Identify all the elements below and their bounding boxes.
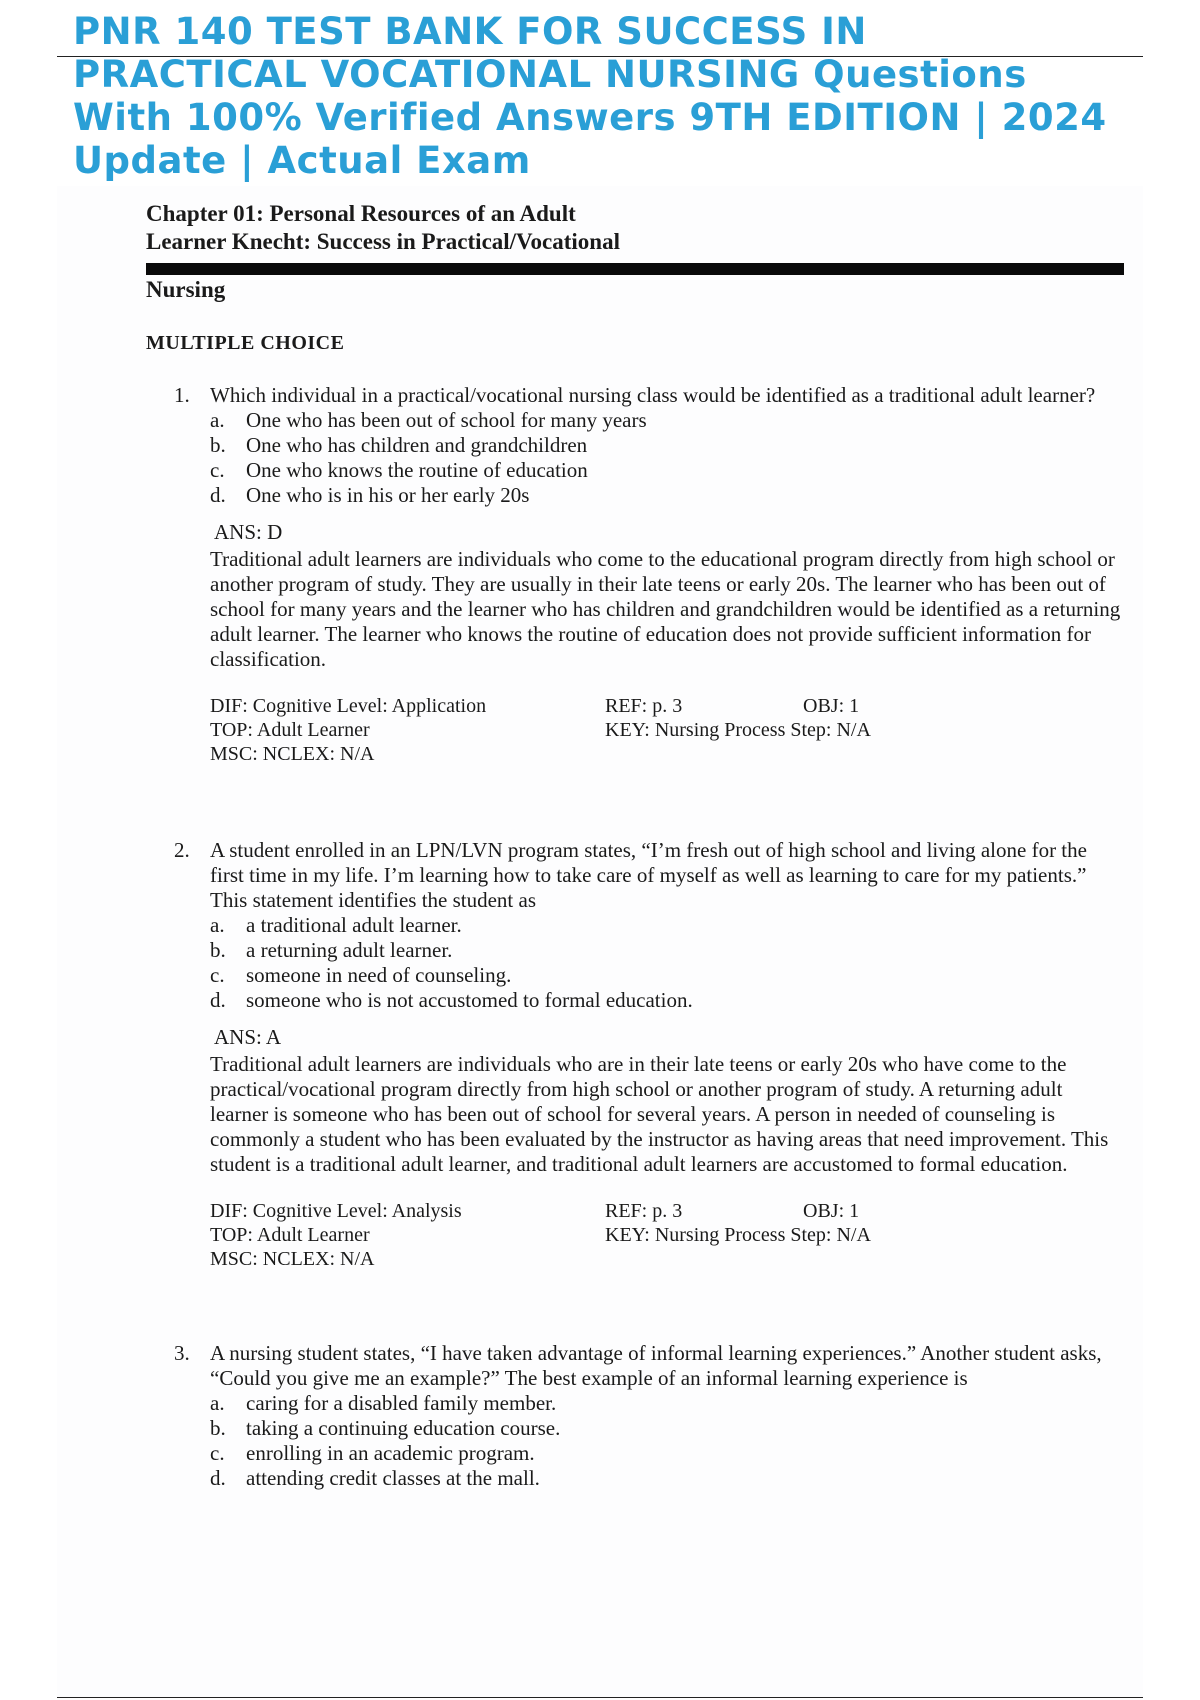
answer-option bbox=[210, 938, 1124, 963]
title-line: With 100% Verified Answers 9TH EDITION | 2024 bbox=[73, 96, 1107, 139]
question-1 bbox=[174, 383, 1124, 766]
question-metadata bbox=[210, 1199, 1124, 1271]
answer-option bbox=[210, 483, 1124, 508]
answer-option bbox=[210, 408, 1124, 433]
question-stem: A nursing student states, “I have taken advantage of informal learning experiences.” Another student asks, “Could you give me an example?” The best example of an informal learning experience is bbox=[210, 1341, 1102, 1390]
title-line: Update | Actual Exam bbox=[73, 139, 531, 182]
answer-block bbox=[210, 1025, 1124, 1177]
option-text: a traditional adult learner. bbox=[246, 913, 462, 937]
rationale: Traditional adult learners are individuals who come to the educational program directly from high school or another program of study. They are usually in their late teens or early 20s. The learner who has been out of school for many years and the learner who has children and grandchildren would be identified as a returning adult learner. The learner who knows the routine of education does not provide sufficient information for classification. bbox=[210, 547, 1121, 671]
answer-option bbox=[210, 433, 1124, 458]
question-metadata bbox=[210, 694, 1124, 766]
meta-ref: REF: p. 3 bbox=[605, 695, 683, 717]
rationale: Traditional adult learners are individuals who are in their late teens or early 20s who have come to the practical/vocational program directly from high school or another program of study. A returning adult learner is someone who has been out of school for several years. A person in needed of counseling is commonly a student who has been evaluated by the instructor as having areas that need improvement. This student is a traditional adult learner, and traditional adult learners are accustomed to formal education. bbox=[210, 1052, 1109, 1176]
chapter-heading bbox=[146, 200, 1146, 256]
question-number: 3. bbox=[174, 1341, 190, 1365]
meta-msc: MSC: NCLEX: N/A bbox=[210, 743, 375, 765]
option-letter: a. bbox=[210, 1391, 225, 1415]
meta-top: TOP: Adult Learner bbox=[210, 1224, 370, 1246]
meta-obj: OBJ: 1 bbox=[803, 1200, 860, 1222]
option-letter: d. bbox=[210, 483, 226, 507]
answer-option bbox=[210, 988, 1124, 1013]
option-letter: c. bbox=[210, 1441, 225, 1465]
option-text: One who has children and grandchildren bbox=[246, 433, 588, 457]
option-text: One who is in his or her early 20s bbox=[246, 483, 530, 507]
option-letter: a. bbox=[210, 913, 225, 937]
answer-option bbox=[210, 1441, 1124, 1466]
answer-option bbox=[210, 1391, 1124, 1416]
title-line: PRACTICAL VOCATIONAL NURSING Questions bbox=[73, 53, 1027, 96]
meta-obj: OBJ: 1 bbox=[803, 695, 860, 717]
question-number: 1. bbox=[174, 383, 190, 407]
option-letter: c. bbox=[210, 458, 225, 482]
title-divider bbox=[57, 56, 1143, 57]
title-line: PNR 140 TEST BANK FOR SUCCESS IN bbox=[73, 10, 867, 53]
option-text: attending credit classes at the mall. bbox=[246, 1466, 540, 1490]
option-letter: b. bbox=[210, 433, 226, 457]
document-title bbox=[73, 10, 1143, 182]
question-stem: A student enrolled in an LPN/LVN program states, “I’m fresh out of high school and living alone for the first time in my life. I’m learning how to take care of myself as well as learning to care for my patients.” This statement identifies the student as bbox=[210, 838, 1087, 912]
meta-key: KEY: Nursing Process Step: N/A bbox=[605, 719, 871, 741]
option-letter: c. bbox=[210, 963, 225, 987]
question-3 bbox=[174, 1341, 1124, 1491]
meta-ref: REF: p. 3 bbox=[605, 1200, 683, 1222]
meta-dif: DIF: Cognitive Level: Analysis bbox=[210, 1200, 462, 1222]
answer-option bbox=[210, 1416, 1124, 1441]
option-text: a returning adult learner. bbox=[246, 938, 453, 962]
question-number: 2. bbox=[174, 838, 190, 862]
answer-key: ANS: A bbox=[214, 1025, 282, 1049]
chapter-divider bbox=[146, 263, 1124, 275]
meta-dif: DIF: Cognitive Level: Application bbox=[210, 695, 487, 717]
chapter-line: Nursing bbox=[146, 277, 226, 302]
answer-option bbox=[210, 963, 1124, 988]
option-text: enrolling in an academic program. bbox=[246, 1441, 535, 1465]
option-text: someone in need of counseling. bbox=[246, 963, 512, 987]
option-letter: d. bbox=[210, 1466, 226, 1490]
option-letter: d. bbox=[210, 988, 226, 1012]
option-text: caring for a disabled family member. bbox=[246, 1391, 557, 1415]
chapter-line: Chapter 01: Personal Resources of an Adult bbox=[146, 201, 576, 226]
answer-block bbox=[210, 520, 1124, 672]
chapter-line: Learner Knecht: Success in Practical/Vocational bbox=[146, 229, 620, 254]
meta-key: KEY: Nursing Process Step: N/A bbox=[605, 1224, 871, 1246]
answer-option bbox=[210, 1466, 1124, 1491]
meta-top: TOP: Adult Learner bbox=[210, 719, 370, 741]
answer-option bbox=[210, 913, 1124, 938]
option-text: someone who is not accustomed to formal education. bbox=[246, 988, 693, 1012]
option-letter: a. bbox=[210, 408, 225, 432]
question-2 bbox=[174, 838, 1124, 1271]
answer-option bbox=[210, 458, 1124, 483]
section-heading: MULTIPLE CHOICE bbox=[146, 332, 345, 354]
option-letter: b. bbox=[210, 938, 226, 962]
option-text: One who knows the routine of education bbox=[246, 458, 588, 482]
question-stem: Which individual in a practical/vocational nursing class would be identified as a traditional adult learner? bbox=[210, 383, 1096, 407]
option-text: One who has been out of school for many years bbox=[246, 408, 647, 432]
answer-key: ANS: D bbox=[214, 520, 283, 544]
option-letter: b. bbox=[210, 1416, 226, 1440]
page-bottom-divider bbox=[57, 1697, 1143, 1698]
meta-msc: MSC: NCLEX: N/A bbox=[210, 1248, 375, 1270]
option-text: taking a continuing education course. bbox=[246, 1416, 561, 1440]
